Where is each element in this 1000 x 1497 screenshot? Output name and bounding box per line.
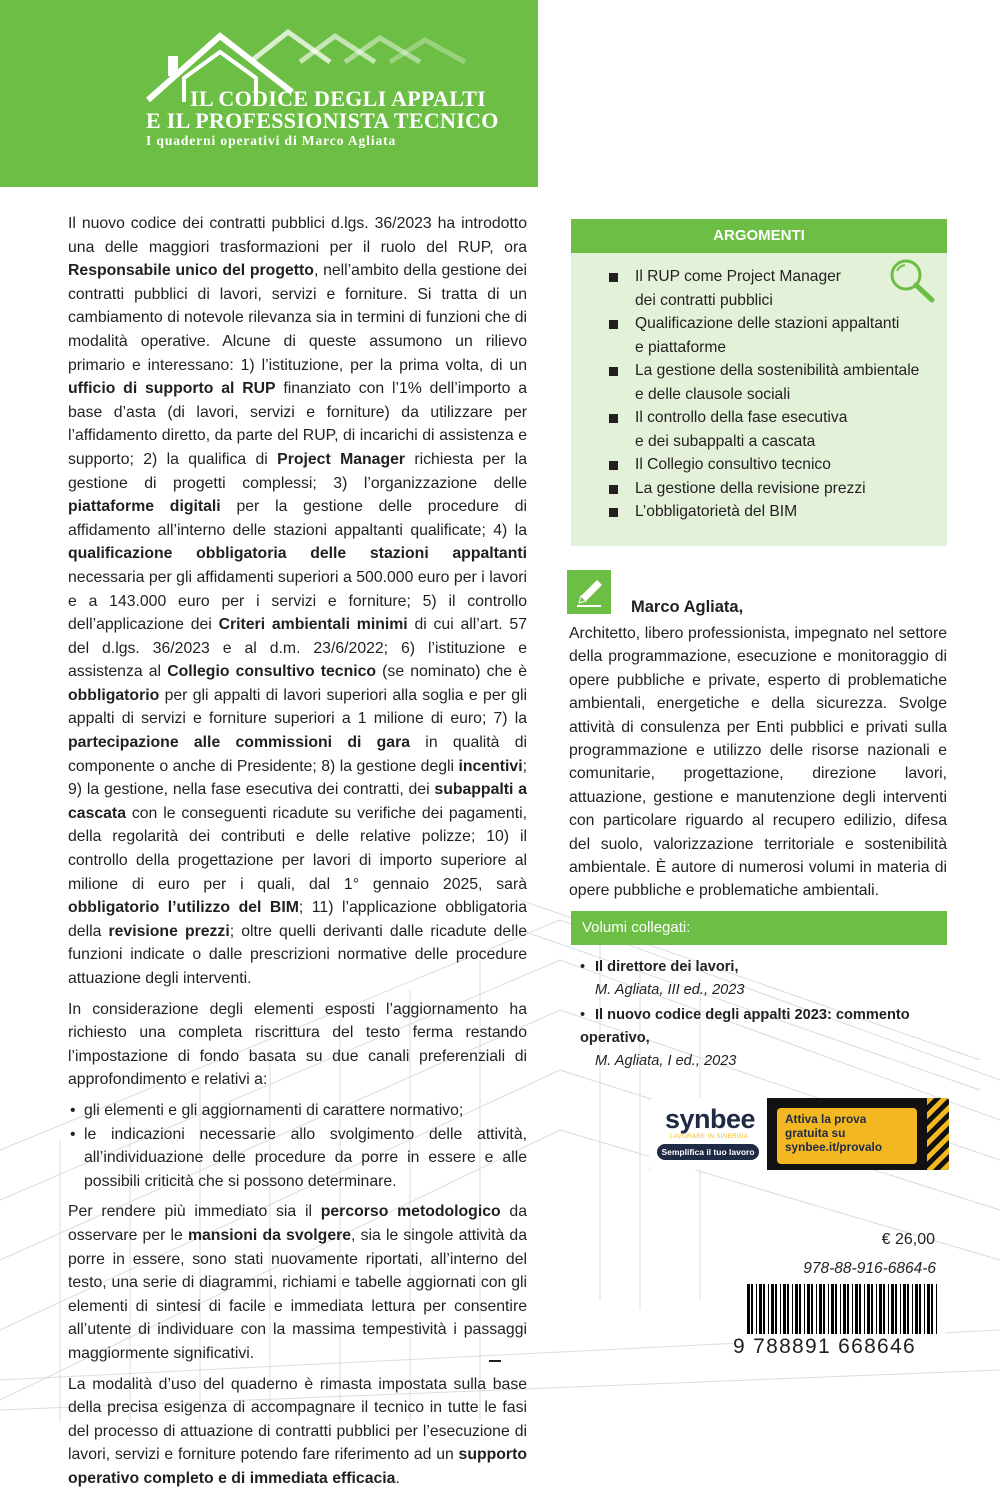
pen-icon [567,570,611,614]
bold-run: subappalti a cascata [68,781,527,822]
bullet-icon: • [580,1007,586,1023]
barcode-bar [780,1284,781,1334]
text-run: Per rendere più immediato sia il [68,1203,321,1221]
related-list [580,956,950,1075]
barcode-bar [879,1284,882,1334]
bold-run: revisione prezzi [108,922,230,940]
barcode-bar [823,1284,825,1334]
text-run: di cui all’art. 57 del d.lgs. 36/2023 e al d.m. 23/6/2022; 6) l’istituzione e assistenza al [68,616,527,681]
barcode-bar [756,1284,757,1334]
barcode-bar [876,1284,877,1334]
square-bullet-icon [609,273,618,282]
topic-item [571,359,947,406]
synbee-pill: Semplifica il tuo lavoro [657,1144,759,1160]
barcode-bar [819,1284,822,1334]
author-name: Marco Agliata, [631,598,744,616]
text-run: in qualità di componente o anche di Presidente; 8) la gestione degli [68,734,527,775]
barcode-bar [771,1284,774,1334]
barcode-bar [919,1284,921,1334]
bold-run: partecipazione alle commissioni di gara [68,734,411,752]
description-bullets [68,1099,527,1193]
barcode-bar [903,1284,906,1334]
bold-run: obbligatorio l’utilizzo del BIM [68,899,299,917]
square-bullet-icon [609,461,618,470]
barcode-bar [900,1284,901,1334]
topic-line: Qualificazione delle stazioni appaltanti [635,315,900,332]
synbee-ad[interactable] [649,1098,949,1170]
topics-heading: ARGOMENTI [571,219,947,253]
text-run: La modalità d’uso del quaderno è rimasta impostata sulla base della precisa esigenza di accompagnare il tecnico in tutte le fasi del processo di attuazione di contratti pubblici per l’esecuzione di lavori, servizi e forniture potendo fare riferimento ad un [68,1375,527,1464]
barcode-bar [859,1284,861,1334]
barcode-bar [840,1284,841,1334]
barcode-bar [807,1284,810,1334]
related-title: Il direttore dei lavori, [595,959,739,975]
barcode-bar [795,1284,798,1334]
barcode-bar [759,1284,762,1334]
barcode-bar [831,1284,834,1334]
text-run: per la gestione delle procedure di affidamento all’interno delle stazioni appaltanti qualificate; 4) la [68,498,527,539]
synbee-brand: synbee [665,1104,756,1134]
text-run: per gli appalti di lavori superiori alla soglia e per gli appalti di servizi e forniture superiori a 1 milione di euro; 7) la [68,686,527,728]
barcode-bar [891,1284,894,1334]
topic-line: Il controllo della fase esecutiva [635,409,848,426]
magnifier-icon [886,256,938,306]
description-paragraph [68,1200,527,1365]
text-run: con le conseguenti ricadute su verifiche dei pagamenti, della regolarità dei contributi e delle relative polizze; 10) il controllo della progettazione per lavori di importo superiore al milione di euro per i quali, dal 1° gennaio 2025, sarà [68,804,527,893]
bold-run: percorso metodologico [320,1203,501,1221]
bullet-icon: • [70,1101,76,1119]
series-subtitle: I quaderni operativi di Marco Agliata [146,133,397,148]
topic-item [571,312,947,359]
author-bio: Architetto, libero professionista, impegnato nel settore della programmazione, esecuzione e monitoraggio di opere pubbliche e private, esperto di problematiche ambientali, energetiche e della sicurezza. Svolge attività di consulenza per Enti pubblici e privati sulla programmazione e utilizzo delle risorse nazionali e comunitarie, progettazione, direzione lavori, attuazione, gestione e manutenzione degli interventi con particolare riguardo al recupero edilizio, difesa del suolo, valorizzazione territoriale e sostenibilità ambientale. È autore di numerosi volumi in materia di opere pubbliche e problematiche ambientali. [569,625,947,900]
text-run: ; oltre quelli derivanti dalle ricadute delle funzioni indicate o dalle prescrizioni normative delle procedure attuazione degli interventi. [68,922,528,987]
topic-line: La gestione della sostenibilità ambientale [635,362,920,379]
barcode-bar [927,1284,930,1334]
description-text [68,212,527,1497]
text-run: ; 9) la gestione, nella fase esecutiva dei contratti, dei [68,757,527,799]
description-paragraph [68,998,527,1092]
barcode-bar [895,1284,897,1334]
square-bullet-icon [609,508,618,517]
bold-run: piattaforme digitali [68,498,221,516]
barcode-bar [768,1284,769,1334]
bullet-icon: • [580,959,586,975]
square-bullet-icon [609,414,618,423]
text-run: finanziato con l’1% dell’importo a base d’asta (di lavori, servizi e forniture) da utilizzare per l’affidamento diretto, da parte del RUP, di incarichi di assistenza e supporto; 2) la qualifica di [68,380,527,468]
bold-run: mansioni da svolgere [187,1226,352,1244]
barcode-bar [775,1284,777,1334]
topic-item [571,406,947,453]
barcode-bar [931,1284,933,1334]
description-paragraph [68,212,527,991]
barcode-bar [867,1284,870,1334]
topic-item [571,500,947,524]
topic-line: Il RUP come Project Manager [635,268,841,285]
topic-line: La gestione della revisione prezzi [635,479,866,497]
series-title-line2: E IL PROFESSIONISTA TECNICO [146,108,499,133]
related-subtitle: M. Agliata, III ed., 2023 [595,982,745,998]
barcode-bar [912,1284,913,1334]
barcode-bar [792,1284,793,1334]
bullet-text: le indicazioni necessarie allo svolgimento delle attività, all’individuazione delle procedure da porre in essere e alle possibili criticità che si possono determinare. [84,1125,527,1190]
text-run: (se nominato) che è [376,663,527,681]
text-run: necessaria per gli affidamenti superiori a 500.000 euro per i lavori e a 143.000 euro per i servizi e forniture; 5) il controllo dell’applicazione dei [68,568,527,634]
bold-run: Responsabile unico del progetto [68,262,314,280]
barcode-bar [888,1284,889,1334]
barcode-bar [883,1284,885,1334]
bullet-item [68,1123,527,1194]
barcode-number: 9 788891 668646 [733,1334,945,1360]
synbee-logo-panel [649,1098,767,1170]
square-bullet-icon [609,485,618,494]
barcode-bar [855,1284,858,1334]
topic-line: e delle clausole sociali [635,385,791,403]
barcode-bar [751,1284,753,1334]
bold-run: Criteri ambientali minimi [218,616,408,634]
related-item [580,1004,950,1073]
barcode-bar [787,1284,789,1334]
bold-run: qualificazione obbligatoria delle stazioni appaltanti [68,545,527,563]
bold-run: incentivi [458,757,523,775]
synbee-cta[interactable]: Attiva la prova gratuita su synbee.it/provalo [777,1108,917,1164]
text-run: , nell’ambito della gestione dei contratti pubblici di lavori, servizi e forniture. Si tratta di un cambiamento di notevole rilevanza sia in termini di funzioni che di modalità operative. Alcune di queste assumono un rilievo primario e interessano: 1) l’istituzione, per la prima volta, di un [68,262,528,374]
barcode-bar [783,1284,786,1334]
bold-run: supporto operativo completo e di immediata efficacia [68,1446,527,1487]
bullet-text: gli elementi e gli aggiornamenti di carattere normativo; [84,1101,464,1119]
barcode-bar [907,1284,909,1334]
related-item [580,956,950,1002]
barcode-bar [871,1284,873,1334]
bold-run: ufficio di supporto al RUP [68,380,276,398]
price: € 26,00 [881,1231,935,1248]
text-run: , sia le singole attività da porre in essere, sono stati nuovamente riportati, all’interno del testo, una serie di diagrammi, richiami e tabelle aggiornati con gli elementi di sintesi di facile e immediata lettura per consentire all’utente di individuare con la massima tempestività i passaggi maggiormente significativi. [68,1226,527,1362]
topic-line: Il Collegio consultivo tecnico [635,456,831,473]
barcode-bar [804,1284,805,1334]
text-run: da osservare per le [68,1203,528,1244]
text-run: . [395,1469,400,1487]
related-subtitle: M. Agliata, I ed., 2023 [595,1053,737,1069]
barcode-bar [799,1284,801,1334]
barcode-bar [763,1284,765,1334]
text-run: ; 11) l’applicazione obbligatoria della [68,899,527,940]
related-title: Il nuovo codice degli appalti 2023: commento operativo, [580,1007,910,1046]
barcode-bar [843,1284,846,1334]
barcode-bar [747,1284,750,1334]
barcode-bar [852,1284,853,1334]
series-banner [0,0,538,187]
square-bullet-icon [609,367,618,376]
barcode-bar [864,1284,865,1334]
series-title-line1: IL CODICE DEGLI APPALTI [190,86,487,111]
barcode-bar [811,1284,813,1334]
text-run: In considerazione degli elementi esposti l’aggiornamento ha richiesto una completa riscrittura del testo ferma restando l’impostazione di fondo basata su due canali preferenziali di approfondimento e relativi a: [68,1000,527,1089]
isbn: 978-88-916-6864-6 [803,1260,936,1277]
description-paragraph [68,1373,527,1491]
barcode-bar [816,1284,817,1334]
text-run: richiesta per la gestione di progetti complessi; 3) l’organizzazione delle [68,450,528,492]
bold-run: Project Manager [277,450,406,468]
bullet-item [68,1099,527,1123]
bold-run: obbligatorio [68,686,160,704]
barcode-bar [915,1284,918,1334]
decorative-stripes [927,1098,949,1170]
barcode-bar [835,1284,837,1334]
synbee-tagline: LAVORARE IN SINERGIA [670,1134,749,1140]
related-heading: Volumi collegati: [571,911,947,945]
divider-dash [489,1360,501,1362]
barcode-bar [847,1284,849,1334]
barcode-bar [924,1284,925,1334]
square-bullet-icon [609,320,618,329]
topic-line: e piattaforme [635,338,727,356]
topic-line: e dei subappalti a cascata [635,432,816,450]
topic-line: dei contratti pubblici [635,291,773,309]
topic-line: L’obbligatorietà del BIM [635,503,798,520]
text-run: Il nuovo codice dei contratti pubblici d.lgs. 36/2023 ha introdotto una delle maggiori trasformazioni per il ruolo del RUP, ora [68,215,527,256]
bold-run: Collegio consultivo tecnico [167,663,377,681]
topic-item [571,477,947,501]
barcode-bar [828,1284,829,1334]
barcode-bar [936,1284,937,1334]
topic-item [571,453,947,477]
bullet-icon: • [70,1125,76,1143]
